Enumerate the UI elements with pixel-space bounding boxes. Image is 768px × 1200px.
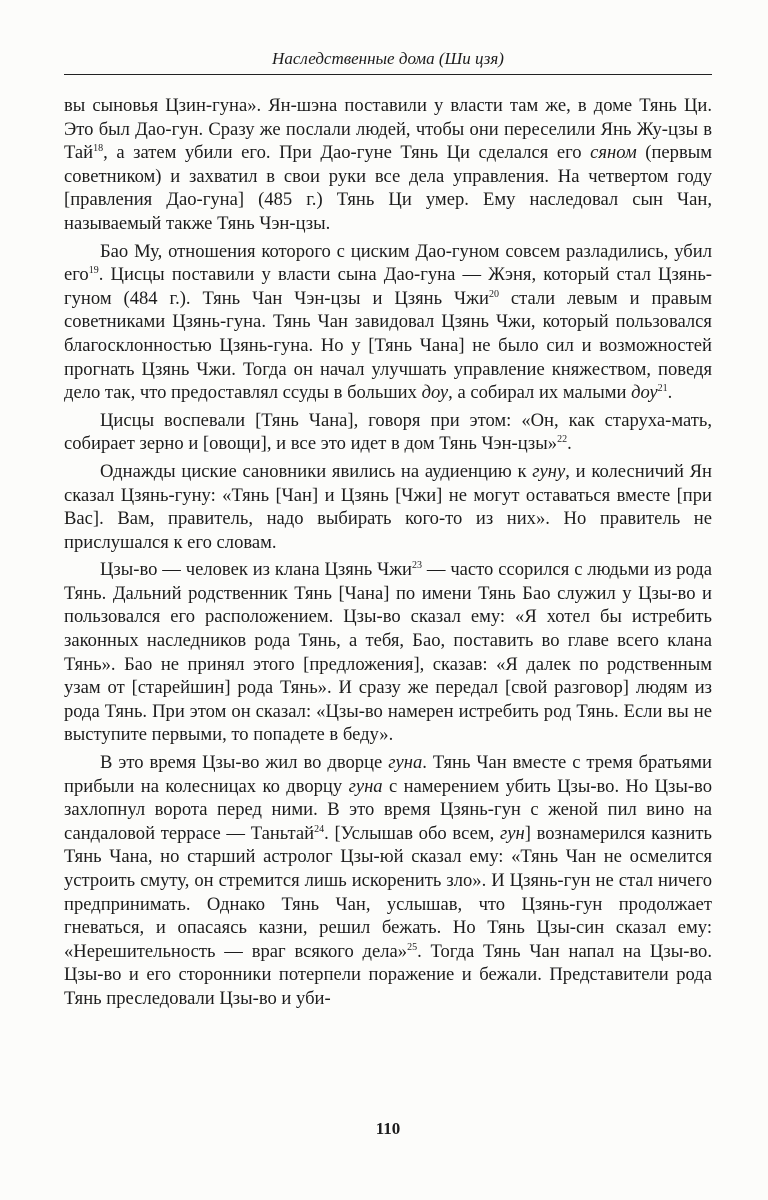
- footnote-marker: 24: [314, 823, 325, 835]
- text-run: — часто ссорился с людьми из рода Тянь. Дальний родственник Тянь [Чана] по имени Тянь Бао служил у Цзы-во и пользовался его расположением. Цзы-во сказал ему: «Я хотел бы истребить законных наследников рода Тянь, а тебя, Бао, поставить во главе всего клана Тянь». Бао не принял этого [предложения], сказав: «Я далек по родственным узам от [старейшин] рода Тянь». И сразу же передал [свой разговор] людям из рода Тянь. При этом он сказал: «Цзы-во намерен истребить род Тянь. Если вы не выступите первыми, то попадете в беду».: [64, 559, 712, 746]
- italic-term: сяном: [590, 142, 637, 164]
- text-run: , и колесничий Ян сказал Цзянь-гуну: «Тянь [Чан] и Цзянь [Чжи] не могут оставаться вместе [при Вас]. Вам, правитель, надо выбирать кого-то из них». Но правитель не прислушался к его словам.: [64, 460, 712, 553]
- page-number: 110: [375, 1119, 401, 1138]
- paragraph: [64, 751, 712, 1011]
- footnote-marker: 22: [557, 434, 568, 446]
- text-run: Бао Му, отношения которого с циским Дао-гуном совсем разладились, убил его: [64, 240, 712, 286]
- footnote-marker: 23: [412, 560, 422, 572]
- footnote-marker: 21: [657, 383, 668, 395]
- text-run: стали левым и правым советниками Цзянь-гуна. Тянь Чан завидовал Цзянь Чжи, который пользовался благосклонностью Цзянь-гуна. Но у [Тянь Чана] не было сил и возможностей прогнать Цзянь Чжи. Тогда он начал улучшать управление княжеством, поведя дело так, что предоставлял ссуды в больших: [64, 287, 713, 404]
- paragraph: [64, 460, 712, 554]
- footnote-marker: 20: [488, 288, 499, 300]
- text-run: вы сыновья Цзин-гуна». Ян-шэна поставили у власти там же, в доме Тянь Ци. Это был Дао-гун. Сразу же послали людей, чтобы они переселили Янь Жу-цзы в Тай: [64, 95, 712, 164]
- italic-term: доу: [421, 382, 449, 404]
- text-run: . Цисцы поставили у власти сына Дао-гуна — Жэня, который стал Цзянь-гуном (484 г.). Тянь Чан Чэн-цзы и Цзянь Чжи: [64, 264, 712, 309]
- text-run: Цисцы воспевали [Тянь Чана], говоря при этом: «Он, как старуха-мать, собирает зерно и [овощи], и все это идет в дом Тянь Чэн-цзы»: [64, 409, 712, 455]
- text-run: , а затем убили его. При Дао-гуне Тянь Ци сделался его: [103, 142, 591, 164]
- text-run: с намерением убить Цзы-во. Но Цзы-во захлопнул ворота перед ними. В это время Цзянь-гун с женой пил вино на сандаловой террасе — Таньтай: [64, 775, 712, 844]
- paragraph: [64, 558, 712, 747]
- italic-term: гуна: [388, 752, 423, 774]
- footnote-marker: 18: [93, 143, 104, 155]
- paragraph: [64, 240, 712, 405]
- text-run: , а собирал их малыми: [448, 382, 632, 404]
- italic-term: гуну: [532, 460, 566, 482]
- text-run: (первым советником) и захватил в свои руки все дела управления. На четвертом году [правления Дао-гуна] (485 г.) Тянь Ци умер. Ему наследовал сын Чан, называемый также Тянь Чэн-цзы.: [64, 142, 712, 234]
- italic-term: доу: [631, 382, 658, 404]
- paragraph: [64, 94, 712, 236]
- running-head: Наследственные дома (Ши цзя): [272, 49, 504, 68]
- body-text: [64, 94, 712, 1011]
- text-run: ] вознамерился казнить Тянь Чана, но старший астролог Цзы-юй сказал ему: «Тянь Чан не осмелится устроить смуту, он стремится лишь искоренить зло». И Цзянь-гун не стал ничего предпринимать. Однако Тянь Чан, услышав, что Цзянь-гун продолжает гневаться, и опасаясь казни, решил бежать. Но Тянь Цзы-син сказал ему: «Нерешительность — враг всякого дела»: [64, 822, 712, 962]
- text-run: В это время Цзы-во жил во дворце: [100, 752, 389, 774]
- text-run: . Тогда Тянь Чан напал на Цзы-во. Цзы-во и его сторонники потерпели поражение и бежали. Представители рода Тянь преследовали Цзы-во и уби-: [64, 940, 712, 1009]
- text-run: Однажды циские сановники явились на аудиенцию к: [100, 460, 533, 482]
- footnote-marker: 19: [88, 265, 99, 277]
- footnote-marker: 25: [407, 941, 418, 953]
- italic-term: гуна: [348, 775, 383, 797]
- text-run: . [Услышав обо всем,: [324, 822, 500, 844]
- paragraph: [64, 409, 712, 456]
- text-run: .: [667, 382, 673, 404]
- header-rule: [64, 74, 712, 75]
- text-run: Цзы-во — человек из клана Цзянь Чжи: [100, 559, 412, 581]
- text-run: . Тянь Чан вместе с тремя братьями прибыли на колесницах ко дворцу: [64, 752, 712, 797]
- italic-term: гун: [499, 822, 525, 844]
- text-run: .: [567, 433, 572, 455]
